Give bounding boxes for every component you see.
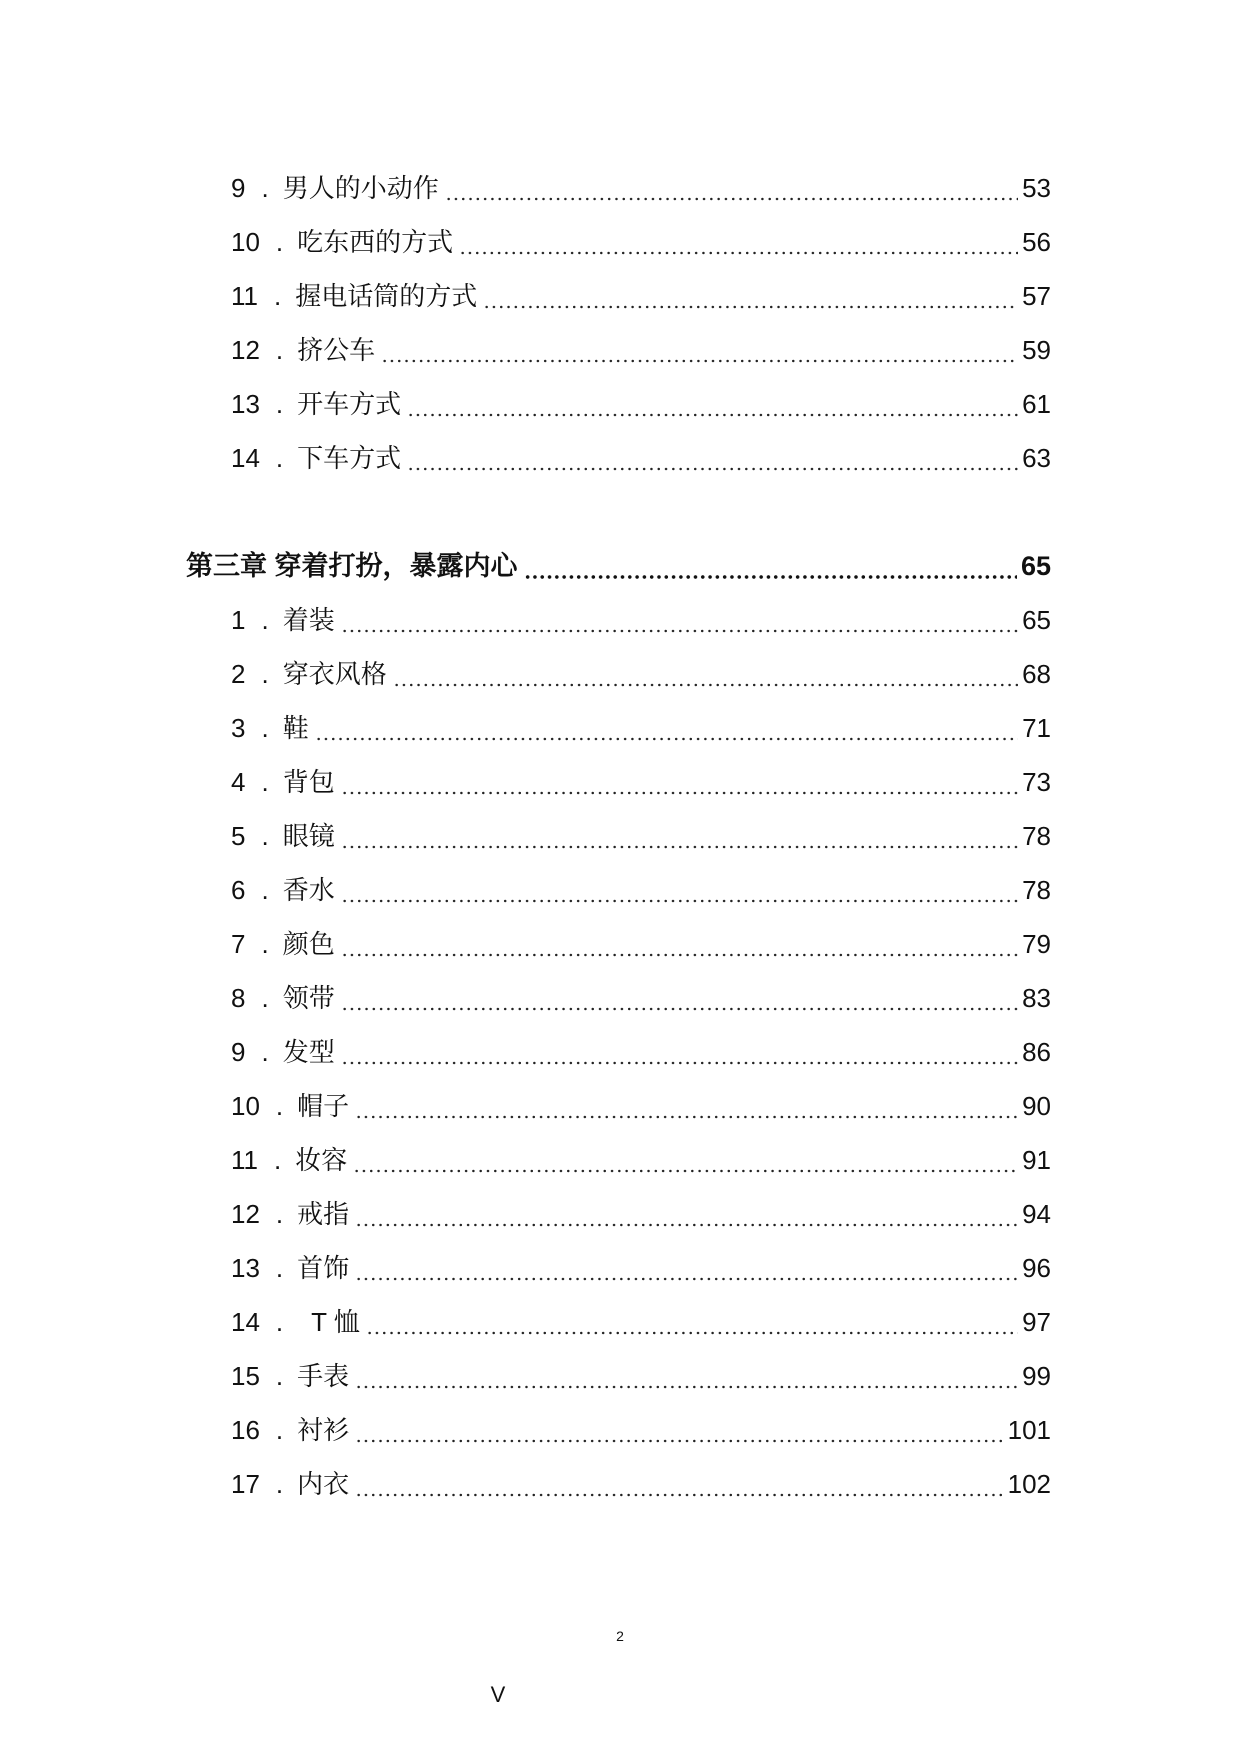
entry-page: 78 [1022,875,1051,905]
entry-title: 眼镜 [282,821,335,851]
entry-number: 11 [231,281,258,311]
dot-leader [355,1468,1003,1500]
toc-entry[interactable] [231,866,1051,906]
entry-page: 68 [1022,659,1051,689]
entry-page: 96 [1022,1253,1051,1283]
entry-page: 57 [1022,281,1051,311]
dot-leader [445,172,1018,204]
entry-title: 开车方式 [297,389,402,419]
entry-title: 衬衫 [297,1415,350,1445]
entry-title: 颜色 [282,929,335,959]
toc-entry[interactable] [231,1082,1051,1122]
dot-leader [341,820,1018,852]
entry-page: 56 [1022,227,1051,257]
entry-number: 2 [231,659,246,689]
dot-leader [355,1252,1018,1284]
entry-separator: . [275,227,284,257]
entry-separator: . [274,281,282,311]
entry-page: 83 [1022,983,1051,1013]
entry-page: 101 [1007,1415,1051,1445]
entry-page: 102 [1007,1469,1051,1499]
dot-leader [341,766,1018,798]
entry-page: 53 [1022,173,1051,203]
toc-entry[interactable] [231,650,1051,690]
entry-separator: . [261,713,269,743]
entry-title: 戒指 [297,1199,350,1229]
chapter-title: 第三章 穿着打扮，暴露内心 [186,551,518,581]
entry-number: 14 [231,1307,260,1337]
entry-number: 13 [231,389,260,419]
entry-title: 着装 [282,605,335,635]
dot-leader [407,442,1018,474]
entry-title: 首饰 [297,1253,350,1283]
entry-title: 手表 [297,1361,350,1391]
page-number: 2 [616,1628,624,1644]
entry-page: 91 [1022,1145,1051,1175]
entry-page: 73 [1022,767,1051,797]
entry-separator: . [275,1361,284,1391]
entry-separator: . [275,443,284,473]
toc-entry[interactable] [231,596,1051,636]
entry-title: 妆容 [295,1145,348,1175]
entry-number: 4 [231,767,246,797]
toc-entry[interactable] [231,218,1051,258]
toc-entry[interactable] [231,1460,1051,1500]
toc-entry[interactable] [231,434,1051,474]
toc-entry[interactable] [231,1406,1051,1446]
toc-entry[interactable] [231,920,1051,960]
entry-separator: . [261,659,269,689]
dot-leader [459,226,1018,258]
entry-number: 11 [231,1145,258,1175]
entry-number: 17 [231,1469,260,1499]
toc-entry[interactable] [231,380,1051,420]
entry-number: 14 [231,443,260,473]
dot-leader [355,1360,1018,1392]
entry-title: 下车方式 [297,443,402,473]
entry-number: 9 [231,1037,246,1067]
entry-title: 男人的小动作 [282,173,439,203]
entry-number: 1 [231,605,246,635]
entry-number: 10 [231,1091,260,1121]
entry-page: 65 [1022,605,1051,635]
entry-separator: . [261,875,269,905]
entry-separator: . [261,173,269,203]
entry-page: 63 [1022,443,1051,473]
entry-separator: . [275,1091,284,1121]
dot-leader [315,712,1018,744]
toc-entry[interactable] [231,812,1051,852]
toc-entry[interactable] [231,272,1051,312]
entry-separator: . [275,1307,284,1337]
toc-entry[interactable] [231,1190,1051,1230]
entry-title: 鞋 [282,713,309,743]
toc-entry[interactable] [231,1028,1051,1068]
entry-number: 9 [231,173,246,203]
dot-leader [381,334,1018,366]
entry-page: 86 [1022,1037,1051,1067]
entry-separator: . [274,1145,282,1175]
entry-separator: . [275,1469,284,1499]
toc-entry[interactable] [231,1352,1051,1392]
entry-separator: . [275,1415,284,1445]
toc-entry[interactable] [231,1244,1051,1284]
chapter-heading[interactable] [186,542,1051,582]
entry-number: 7 [231,929,246,959]
entry-title: 香水 [282,875,335,905]
entry-number: 6 [231,875,246,905]
entry-number: 16 [231,1415,260,1445]
entry-separator: . [261,605,269,635]
dot-leader [341,604,1018,636]
entry-page: 59 [1022,335,1051,365]
entry-number: 8 [231,983,246,1013]
entry-number: 13 [231,1253,260,1283]
dot-leader [393,658,1018,690]
entry-number: 10 [231,227,260,257]
toc-entry[interactable] [231,326,1051,366]
entry-page: 79 [1022,929,1051,959]
entry-separator: . [261,1037,269,1067]
entry-page: 71 [1022,713,1051,743]
dot-leader [353,1144,1018,1176]
dot-leader [483,280,1018,312]
entry-separator: . [275,335,284,365]
toc-entry[interactable] [231,164,1051,204]
entry-title: 发型 [282,1037,335,1067]
dot-leader [407,388,1018,420]
entry-title: 领带 [282,983,335,1013]
entry-number: 12 [231,1199,260,1229]
chapter-page: 65 [1020,551,1051,581]
toc-entry[interactable] [231,704,1051,744]
entry-title: 握电话筒的方式 [295,281,478,311]
entry-page: 78 [1022,821,1051,851]
entry-page: 94 [1022,1199,1051,1229]
dot-leader [355,1414,1003,1446]
entry-separator: . [275,1253,284,1283]
entry-page: 99 [1022,1361,1051,1391]
entry-title: 挤公车 [297,335,376,365]
entry-title: T 恤 [297,1307,360,1337]
entry-page: 97 [1022,1307,1051,1337]
entry-title: 帽子 [297,1091,350,1121]
entry-title: 吃东西的方式 [297,227,454,257]
entry-number: 15 [231,1361,260,1391]
entry-separator: . [261,983,269,1013]
entry-page: 90 [1022,1091,1051,1121]
toc-entry[interactable] [231,758,1051,798]
entry-title: 穿衣风格 [282,659,387,689]
dot-leader [341,928,1018,960]
toc-entry[interactable] [231,1298,1051,1338]
entry-separator: . [261,767,269,797]
entry-page: 61 [1022,389,1051,419]
entry-separator: . [275,1199,284,1229]
toc-entry[interactable] [231,1136,1051,1176]
roman-page-number: V [490,1682,506,1707]
entry-separator: . [261,929,269,959]
dot-leader [341,874,1018,906]
entry-number: 5 [231,821,246,851]
entry-separator: . [275,389,284,419]
entry-number: 12 [231,335,260,365]
entry-separator: . [261,821,269,851]
dot-leader [355,1090,1018,1122]
dot-leader [341,1036,1018,1068]
dot-leader [341,982,1018,1014]
entry-number: 3 [231,713,246,743]
entry-title: 内衣 [297,1469,350,1499]
dot-leader [366,1306,1018,1338]
entry-title: 背包 [282,767,335,797]
toc-entry[interactable] [231,974,1051,1014]
dot-leader [355,1198,1018,1230]
dot-leader [524,550,1017,582]
